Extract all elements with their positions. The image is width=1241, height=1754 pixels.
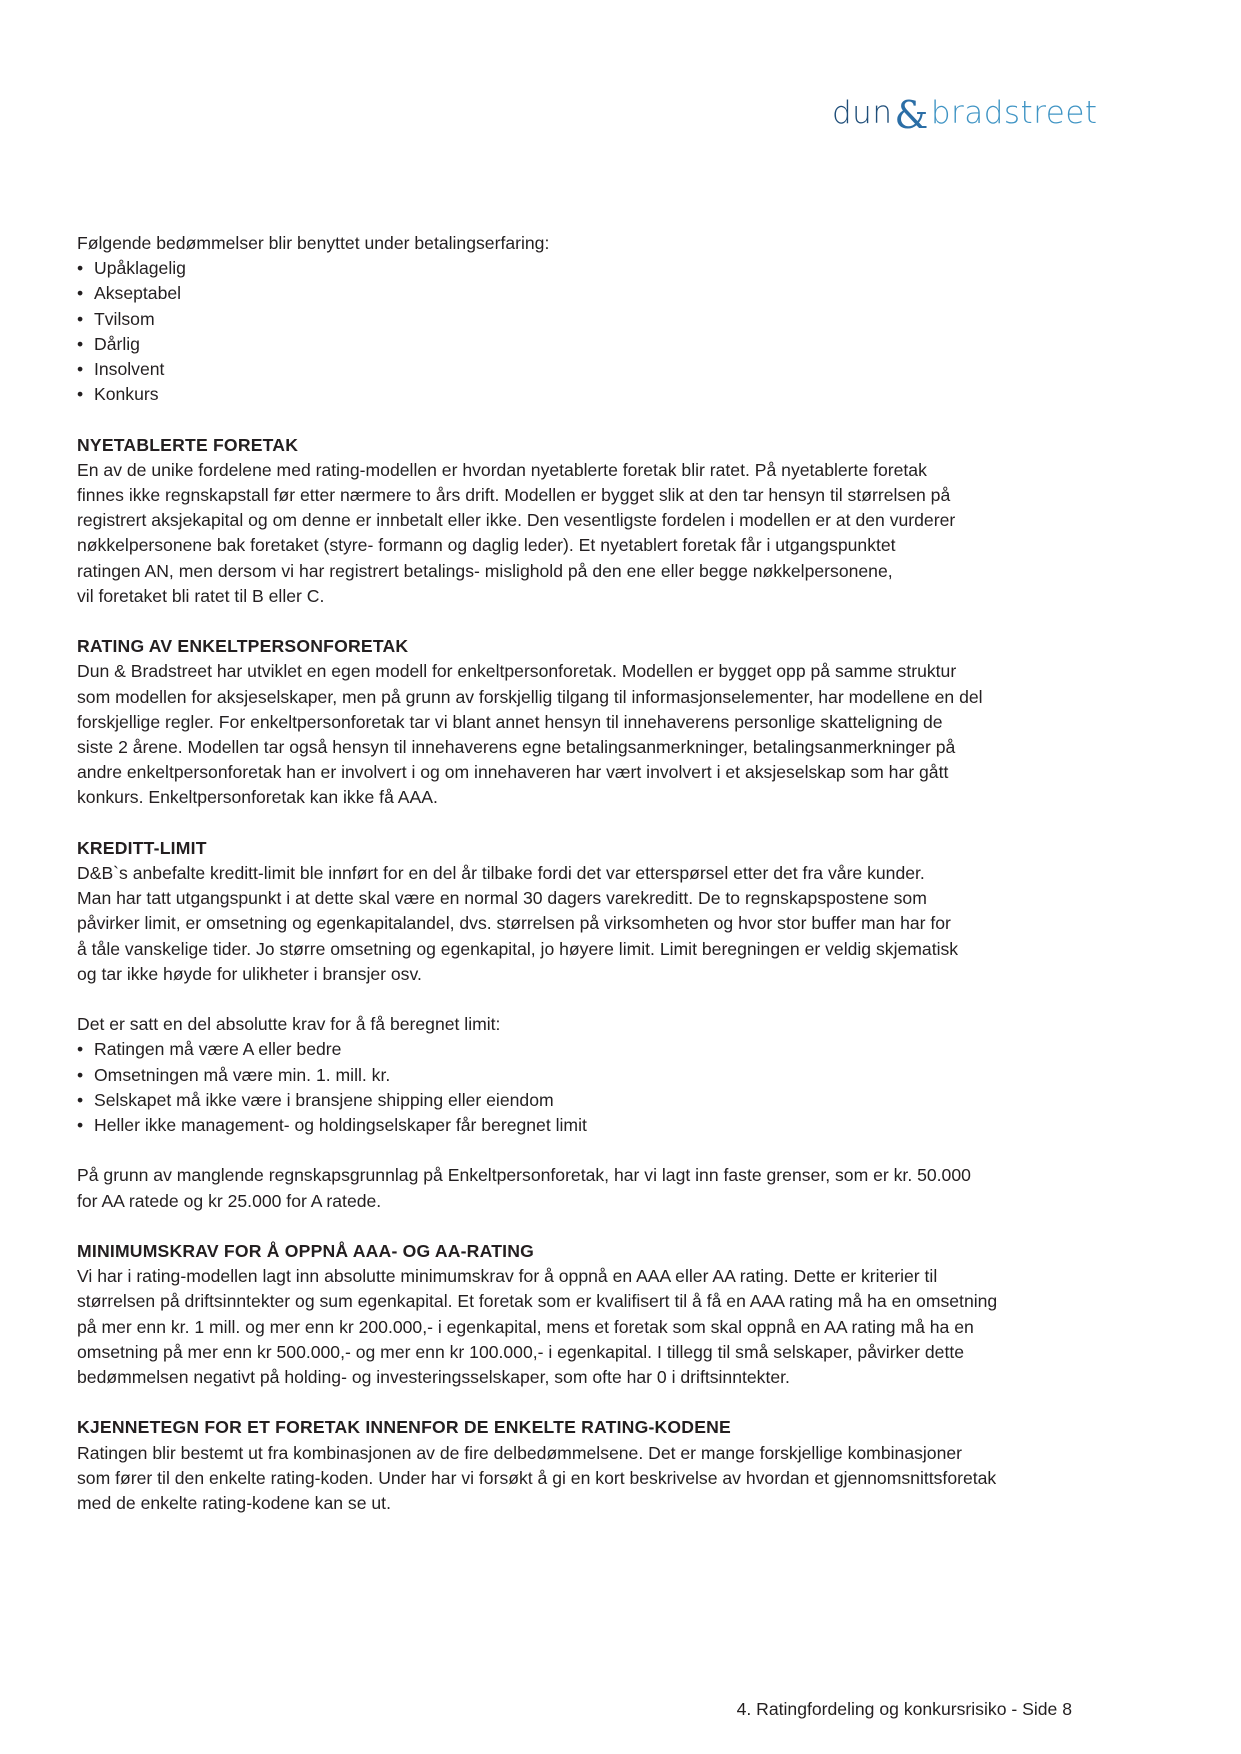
paragraph-line: D&B`s anbefalte kreditt-limit ble innført for en del år tilbake fordi det var etterspørsel etter det fra våre kunder. [77, 863, 925, 884]
page-footer: 4. Ratingfordeling og konkursrisiko - Side 8 [736, 1699, 1072, 1719]
paragraph-line: å tåle vanskelige tider. Jo større omsetning og egenkapital, jo høyere limit. Limit beregningen er veldig skjematisk [77, 938, 959, 959]
paragraph-line: for AA ratede og kr 25.000 for A ratede. [77, 1190, 382, 1211]
section [77, 231, 1087, 407]
paragraph-line: Ratingen blir bestemt ut fra kombinasjonen av de fire delbedømmelsene. Det er mange forskjellige kombinasjoner [77, 1442, 963, 1463]
bullet-item: • Selskapet må ikke være i bransjene shipping eller eiendom [77, 1088, 1087, 1113]
paragraph-line: nøkkelpersonene bak foretaket (styre- formann og daglig leder). Et nyetablert foretak får i utgangspunktet [77, 535, 896, 556]
bullet-item: • Konkurs [77, 382, 1087, 407]
paragraph-line: med de enkelte rating-kodene kan se ut. [77, 1493, 391, 1514]
paragraph-line: omsetning på mer enn kr 500.000,- og mer enn kr 100.000,- i egenkapital. I tillegg til små selskaper, påvirker dette [77, 1341, 965, 1362]
paragraph-line: bedømmelsen negativt på holding- og investeringsselskaper, som ofte har 0 i driftsinntekter. [77, 1367, 790, 1388]
document-body [77, 231, 1087, 1541]
paragraph-line: forskjellige regler. For enkeltpersonforetak tar vi blant annet hensyn til innehaverens personlige skatteligning de [77, 711, 943, 732]
bullet-item: • Akseptabel [77, 281, 1087, 306]
paragraph-line: påvirker limit, er omsetning og egenkapitalandel, dvs. størrelsen på virksomheten og hvor stor buffer man har for [77, 913, 951, 934]
paragraph-line: Følgende bedømmelser blir benyttet under betalingserfaring: [77, 233, 550, 253]
section [77, 1012, 1087, 1138]
paragraph-line: På grunn av manglende regnskapsgrunnlag på Enkeltpersonforetak, har vi lagt inn faste grenser, som er kr. 50.000 [77, 1165, 971, 1186]
paragraph-line: som fører til den enkelte rating-koden. Under har vi forsøkt å gi en kort beskrivelse av hvordan et gjennomsnittsforetak [77, 1467, 997, 1488]
paragraph-line: andre enkeltpersonforetak han er involvert i og om innehaveren har vært involvert i et aksjeselskap som har gått [77, 762, 949, 783]
paragraph-line: siste 2 årene. Modellen tar også hensyn til innehaverens egne betalingsanmerkninger, betalingsanmerkninger på [77, 737, 956, 758]
paragraph-line: ratingen AN, men dersom vi har registrert betalings- mislighold på den ene eller begge nøkkelpersonene, [77, 560, 893, 581]
section [77, 634, 1087, 810]
bullet-item: • Dårlig [77, 332, 1087, 357]
logo-text-dun: dun [832, 94, 893, 131]
section-heading: KJENNETEGN FOR ET FORETAK INNENFOR DE ENKELTE RATING-KODENE [77, 1417, 731, 1438]
bullet-item: • Omsetningen må være min. 1. mill. kr. [77, 1063, 1087, 1088]
section-heading: KREDITT-LIMIT [77, 837, 207, 858]
section-heading: NYETABLERTE FORETAK [77, 434, 299, 455]
section-heading: MINIMUMSKRAV FOR Å OPPNÅ AAA- OG AA-RATING [77, 1241, 535, 1262]
paragraph-line: størrelsen på driftsinntekter og sum egenkapital. Et foretak som er kvalifisert til å få en AAA rating må ha en omsetning [77, 1291, 998, 1312]
section [77, 1415, 1087, 1516]
bullet-item: • Heller ikke management- og holdingselskaper får beregnet limit [77, 1113, 1087, 1138]
bullet-item: • Upåklagelig [77, 256, 1087, 281]
bullet-item: • Ratingen må være A eller bedre [77, 1037, 1087, 1062]
section [77, 1239, 1087, 1390]
section [77, 836, 1087, 987]
section-heading: RATING AV ENKELTPERSONFORETAK [77, 636, 409, 657]
paragraph-line: vil foretaket bli ratet til B eller C. [77, 585, 325, 606]
paragraph-line: på mer enn kr. 1 mill. og mer enn kr 200.000,- i egenkapital, mens et foretak som skal oppnå en AA rating må ha en [77, 1316, 974, 1337]
logo-text-bradstreet: bradstreet [930, 94, 1098, 131]
section [77, 433, 1087, 609]
paragraph-line: Man har tatt utgangspunkt i at dette skal være en normal 30 dagers varekreditt. De to regnskapspostene som [77, 888, 927, 909]
paragraph-line: som modellen for aksjeselskaper, men på grunn av forskjellig tilgang til informasjonselementer, har modellene en del [77, 686, 983, 707]
paragraph-line: En av de unike fordelene med rating-modellen er hvordan nyetablerte foretak blir ratet. På nyetablerte foretak [77, 459, 927, 480]
paragraph-line: registrert aksjekapital og om denne er innbetalt eller ikke. Den vesentligste fordelen i modellen er at den vurderer [77, 510, 956, 531]
paragraph-line: Det er satt en del absolutte krav for å få beregnet limit: [77, 1014, 501, 1035]
paragraph-line: konkurs. Enkeltpersonforetak kan ikke få AAA. [77, 787, 438, 808]
paragraph-line: og tar ikke høyde for ulikheter i bransjer osv. [77, 963, 422, 984]
dun-bradstreet-logo [832, 80, 1098, 137]
paragraph-line: Dun & Bradstreet har utviklet en egen modell for enkeltpersonforetak. Modellen er bygget opp på samme struktur [77, 661, 957, 682]
section [77, 1163, 1087, 1213]
bullet-item: • Tvilsom [77, 307, 1087, 332]
paragraph-line: finnes ikke regnskapstall før etter nærmere to års drift. Modellen er bygget slik at den tar hensyn til størrelsen på [77, 485, 951, 506]
paragraph-line: Vi har i rating-modellen lagt inn absolutte minimumskrav for å oppnå en AAA eller AA rating. Dette er kriterier til [77, 1266, 938, 1287]
logo-ampersand: & [894, 92, 929, 137]
bullet-item: • Insolvent [77, 357, 1087, 382]
